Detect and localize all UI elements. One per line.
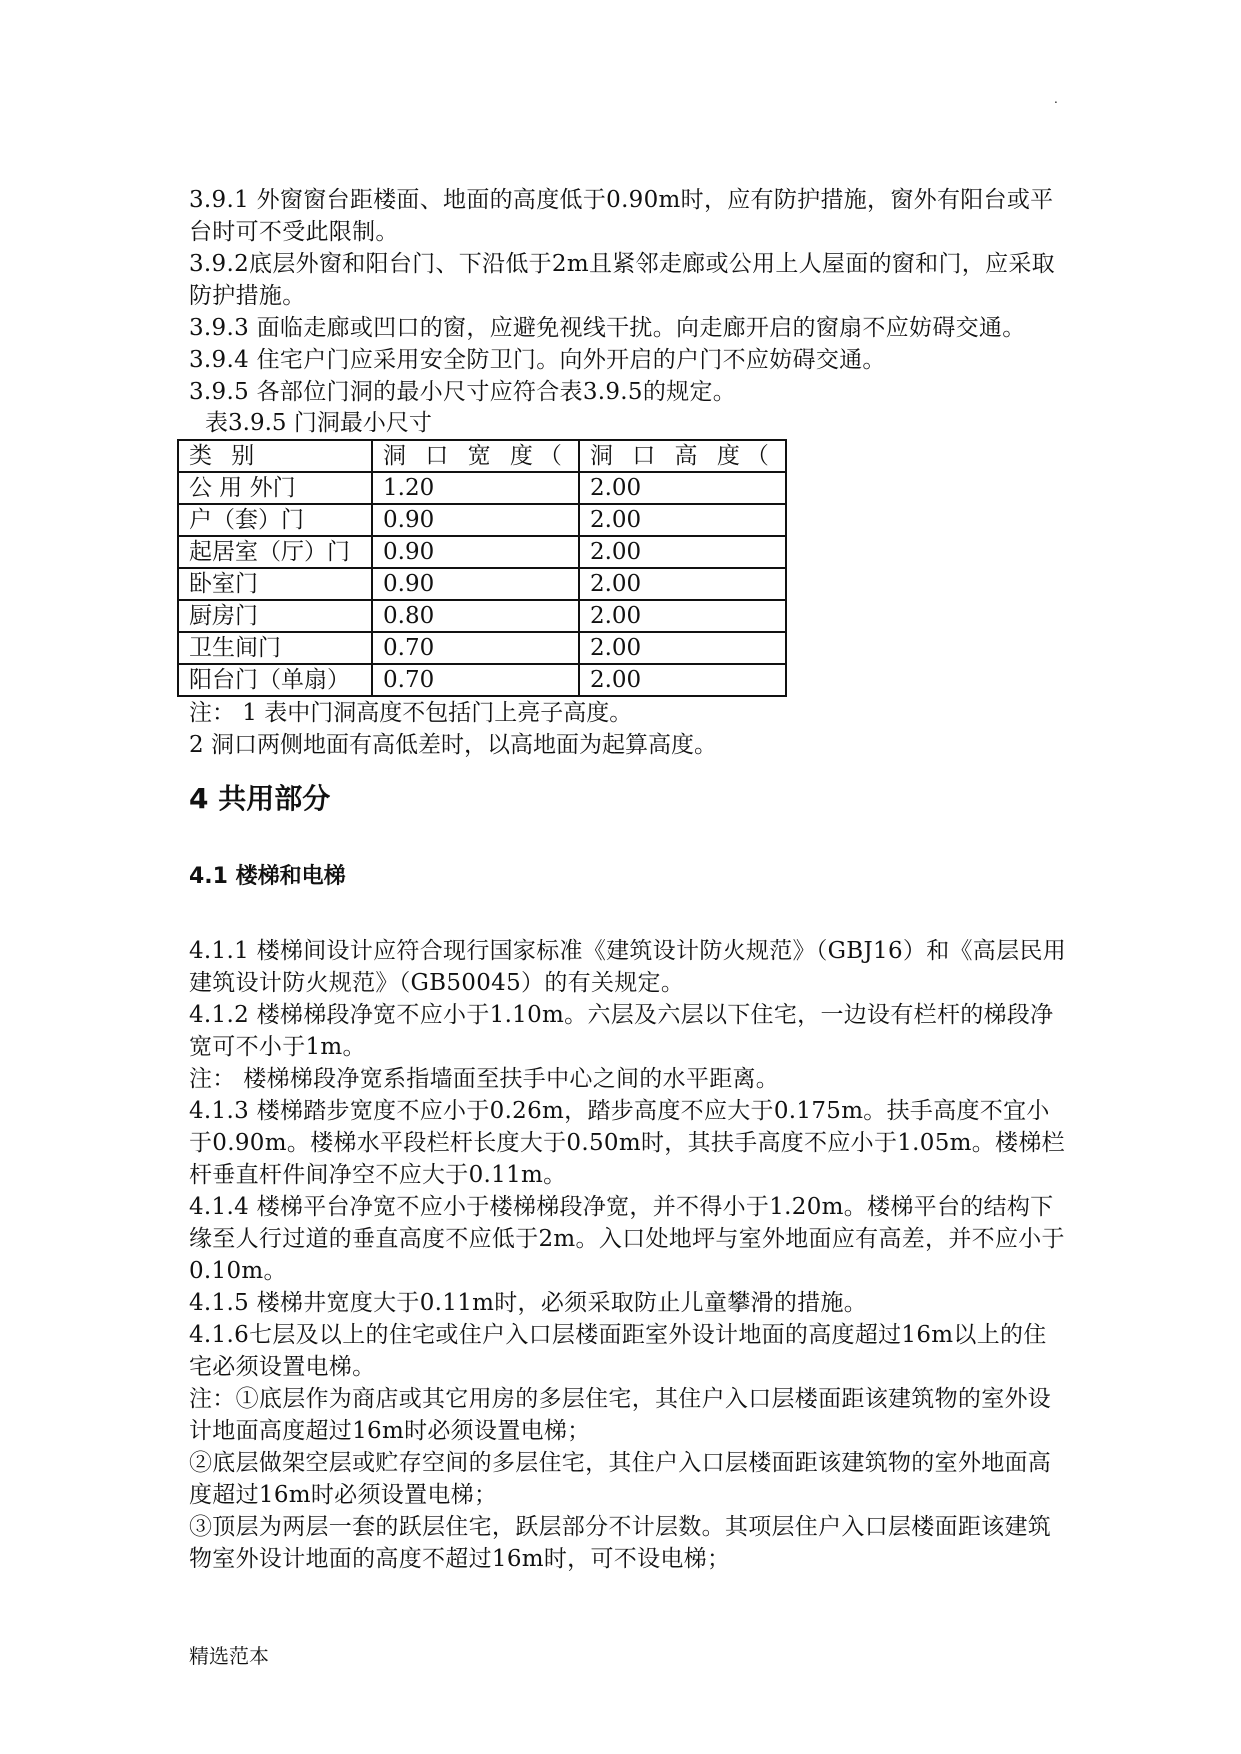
top-paragraphs: [189, 184, 1069, 408]
paragraph-note-2: ②底层做架空层或贮存空间的多层住宅，其住户入口层楼面距该建筑物的室外地面高度超过16m时必须设置电梯；: [189, 1450, 1052, 1508]
paragraph-4-1-3: 4.1.3 楼梯踏步宽度不应小于0.26m，踏步高度不应大于0.175m。扶手高度不宜小于0.90m。楼梯水平段栏杆长度大于0.50m时，其扶手高度不应小于1.05m。楼梯栏杆垂直杆件间净空不应大于0.11m。: [189, 1098, 1065, 1188]
cell-category: 卧室门: [178, 568, 372, 600]
door-size-table: [177, 439, 787, 697]
cell-width: 0.70: [372, 664, 579, 696]
table-row: [178, 568, 786, 600]
table-row: [178, 664, 786, 696]
cell-height: 2.00: [579, 632, 786, 664]
table-notes: [189, 697, 1069, 761]
paragraph-3-9-3: 3.9.3 面临走廊或凹口的窗，应避免视线干扰。向走廊开启的窗扇不应妨碍交通。: [189, 315, 1026, 341]
paragraph-4-1-1: 4.1.1 楼梯间设计应符合现行国家标准《建筑设计防火规范》（GBJ16）和《高层民用建筑设计防火规范》（GB50045）的有关规定。: [189, 938, 1066, 996]
paragraph-4-1-6: 4.1.6七层及以上的住宅或住户入口层楼面距室外设计地面的高度超过16m以上的住宅必须设置电梯。: [189, 1322, 1047, 1380]
cell-category: 起居室（厅）门: [178, 536, 372, 568]
header-category: 类 别: [178, 440, 372, 472]
paragraph-note-1: 注：①底层作为商店或其它用房的多层住宅，其住户入口层楼面距该建筑物的室外设计地面高度超过16m时必须设置电梯；: [189, 1386, 1052, 1444]
cell-height: 2.00: [579, 536, 786, 568]
cell-category: 户（套）门: [178, 504, 372, 536]
paragraph-4-1-2: 4.1.2 楼梯梯段净宽不应小于1.10m。六层及六层以下住宅，一边设有栏杆的梯段净宽可不小于1m。: [189, 1002, 1054, 1060]
cell-width: 0.90: [372, 568, 579, 600]
cell-category: 厨房门: [178, 600, 372, 632]
paragraph-note-3: ③顶层为两层一套的跃层住宅，跃层部分不计层数。其项层住户入口层楼面距该建筑物室外设计地面的高度不超过16m时，可不设电梯；: [189, 1514, 1052, 1572]
paragraph-note: 注： 楼梯梯段净宽系指墙面至扶手中心之间的水平距离。: [189, 1066, 780, 1092]
section-heading: 4 共用部分: [189, 782, 331, 815]
table-row: [178, 472, 786, 504]
cell-height: 2.00: [579, 472, 786, 504]
cell-height: 2.00: [579, 504, 786, 536]
cell-height: 2.00: [579, 600, 786, 632]
cell-width: 0.70: [372, 632, 579, 664]
paragraph-3-9-4: 3.9.4 住宅户门应采用安全防卫门。向外开启的户门不应妨碍交通。: [189, 347, 886, 373]
table-header-row: [178, 440, 786, 472]
table-row: [178, 632, 786, 664]
cell-category: 公 用 外门: [178, 472, 372, 504]
cell-category: 卫生间门: [178, 632, 372, 664]
cell-width: 0.90: [372, 504, 579, 536]
cell-width: 0.80: [372, 600, 579, 632]
table-row: [178, 600, 786, 632]
cell-category: 阳台门（单扇）: [178, 664, 372, 696]
page-footer: 精选范本: [189, 1644, 269, 1668]
paragraph-4-1-5: 4.1.5 楼梯井宽度大于0.11m时，必须采取防止儿童攀滑的措施。: [189, 1290, 868, 1316]
table-row: [178, 504, 786, 536]
table-row: [178, 536, 786, 568]
bottom-paragraphs: [189, 935, 1069, 1575]
paragraph-3-9-1: 3.9.1 外窗窗台距楼面、地面的高度低于0.90m时，应有防护措施，窗外有阳台或平台时可不受此限制。: [189, 187, 1054, 245]
subsection-heading: 4.1 楼梯和电梯: [189, 864, 346, 889]
paragraph-3-9-5: 3.9.5 各部位门洞的最小尺寸应符合表3.9.5的规定。: [189, 379, 737, 405]
header-height: 洞 口 高 度（: [579, 440, 786, 472]
table-note: 2 洞口两侧地面有高低差时，以高地面为起算高度。: [189, 732, 717, 758]
cell-height: 2.00: [579, 568, 786, 600]
document-body: [189, 184, 1069, 1575]
cell-width: 1.20: [372, 472, 579, 504]
corner-mark: .: [1054, 92, 1058, 106]
cell-height: 2.00: [579, 664, 786, 696]
cell-width: 0.90: [372, 536, 579, 568]
table-caption: 表3.9.5 门洞最小尺寸: [205, 410, 432, 436]
paragraph-4-1-4: 4.1.4 楼梯平台净宽不应小于楼梯梯段净宽，并不得小于1.20m。楼梯平台的结构下缘至人行过道的垂直高度不应低于2m。入口处地坪与室外地面应有高差，并不应小于0.10m。: [189, 1194, 1065, 1284]
paragraph-3-9-2: 3.9.2底层外窗和阳台门、下沿低于2m且紧邻走廊或公用上人屋面的窗和门，应采取防护措施。: [189, 251, 1055, 309]
header-width: 洞 口 宽 度（: [372, 440, 579, 472]
table-note: 注： 1 表中门洞高度不包括门上亮子高度。: [189, 700, 633, 726]
